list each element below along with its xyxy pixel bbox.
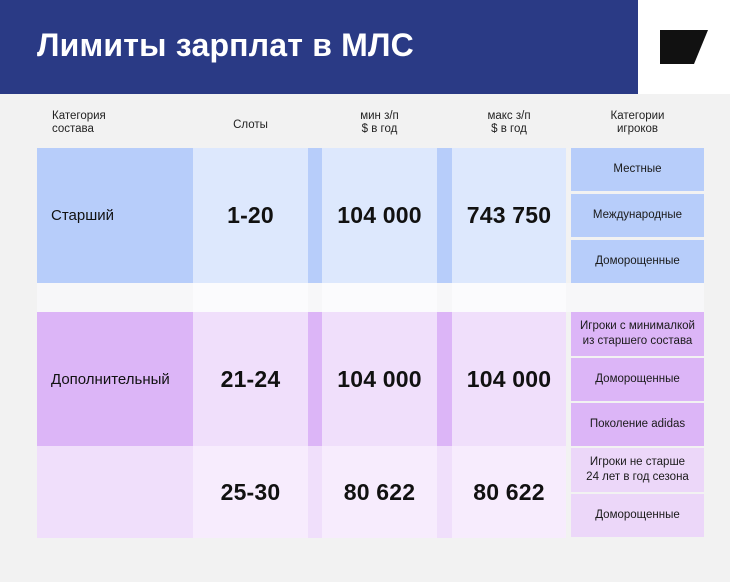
row-spacer-cell bbox=[322, 283, 437, 312]
column-header-category-line1: Категория bbox=[52, 110, 106, 122]
row-supplementary-category-generation-adidas: Поколение adidas bbox=[571, 403, 704, 446]
column-header-category bbox=[52, 110, 172, 136]
row-senior-slots: 1-20 bbox=[193, 148, 308, 283]
column-header-min-line2: $ в год bbox=[361, 123, 398, 135]
row-senior-label: Старший bbox=[37, 148, 193, 283]
column-header-max-line2: $ в год bbox=[491, 123, 527, 135]
row-reserve-accent bbox=[308, 446, 322, 538]
row-spacer-cell bbox=[193, 283, 308, 312]
column-header-min-line1: мин з/п bbox=[360, 110, 399, 122]
row-supplementary-category-homegrown: Доморощенные bbox=[571, 358, 704, 401]
row-senior-accent bbox=[437, 148, 452, 283]
row-reserve-min-salary: 80 622 bbox=[322, 446, 437, 538]
header-banner bbox=[0, 0, 638, 94]
row-senior-category-local: Местные bbox=[571, 148, 704, 191]
column-header-max-salary bbox=[452, 110, 566, 136]
row-spacer-cell bbox=[452, 283, 566, 312]
column-header-pcat-line2: игроков bbox=[616, 123, 659, 135]
category-line: Игроки не старше bbox=[589, 456, 686, 468]
row-supplementary-slots: 21-24 bbox=[193, 312, 308, 446]
column-header-min-salary bbox=[322, 110, 437, 136]
category-line: 24 лет в год сезона bbox=[586, 471, 689, 483]
row-senior-category-international: Международные bbox=[571, 194, 704, 237]
row-reserve-category-u24 bbox=[571, 448, 704, 492]
row-senior-accent bbox=[308, 148, 322, 283]
row-reserve-category-homegrown: Доморощенные bbox=[571, 494, 704, 537]
row-supplementary-accent bbox=[437, 312, 452, 446]
row-supplementary-min-salary: 104 000 bbox=[322, 312, 437, 446]
row-supplementary-max-salary: 104 000 bbox=[452, 312, 566, 446]
column-header-pcat-line1: Категории bbox=[610, 110, 665, 122]
row-supplementary-accent bbox=[308, 312, 322, 446]
row-senior-max-salary: 743 750 bbox=[452, 148, 566, 283]
column-header-max-line1: макс з/п bbox=[487, 110, 531, 122]
page-title: Лимиты зарплат в МЛС bbox=[37, 27, 414, 63]
row-supplementary-category-min-from-senior bbox=[571, 312, 704, 356]
category-line: из старшего состава bbox=[582, 335, 693, 347]
category-line: Игроки с минималкой bbox=[580, 320, 695, 332]
row-senior-min-salary: 104 000 bbox=[322, 148, 437, 283]
logo-icon bbox=[660, 30, 708, 64]
row-reserve-accent bbox=[437, 446, 452, 538]
row-reserve-max-salary: 80 622 bbox=[452, 446, 566, 538]
row-reserve-label bbox=[37, 446, 193, 538]
row-supplementary-label: Дополнительный bbox=[37, 312, 193, 446]
column-header-slots: Слоты bbox=[233, 119, 268, 131]
column-header-category-line2: состава bbox=[52, 123, 94, 135]
row-reserve-slots: 25-30 bbox=[193, 446, 308, 538]
row-senior-category-homegrown: Доморощенные bbox=[571, 240, 704, 283]
column-header-player-categories bbox=[571, 110, 704, 136]
logo-box bbox=[638, 0, 730, 94]
